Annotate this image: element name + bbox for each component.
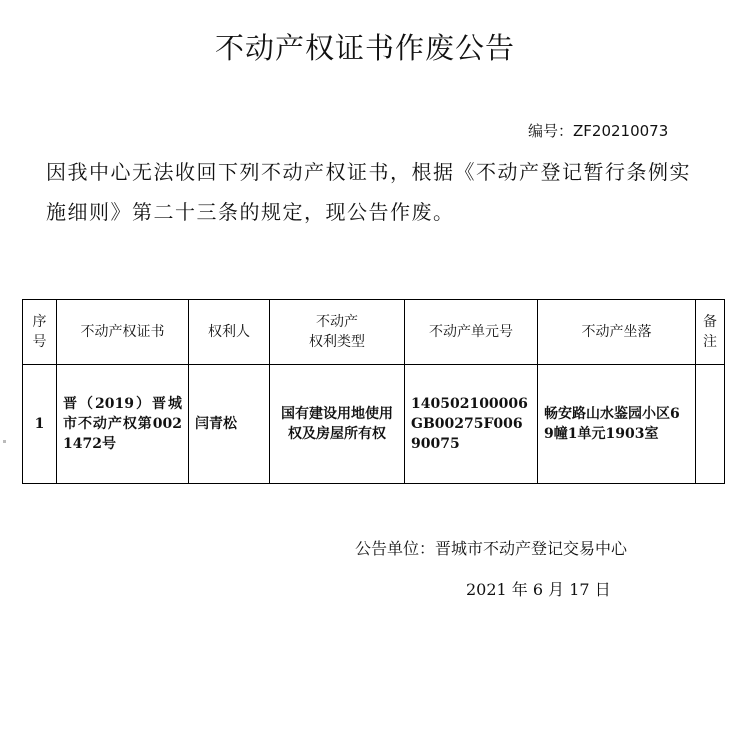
cell-location-text: 畅安路山水鉴园小区69幢1单元1903室 bbox=[544, 406, 680, 442]
header-seq-line2: 号 bbox=[32, 334, 47, 350]
header-type-line2: 权利类型 bbox=[309, 334, 365, 350]
cell-right-type bbox=[270, 365, 405, 484]
cell-seq-text: 1 bbox=[34, 416, 45, 432]
cell-cert-text: 晋（2019）晋城市不动产权第0021472号 bbox=[63, 396, 182, 452]
page-title: 不动产权证书作废公告 bbox=[214, 31, 515, 65]
document-number: 编号：ZF20210073 bbox=[528, 122, 669, 140]
header-right-type bbox=[270, 300, 405, 365]
header-location: 不动产坐落 bbox=[538, 300, 696, 365]
certificate-table bbox=[22, 299, 725, 484]
header-unit-number: 不动产单元号 bbox=[405, 300, 538, 365]
table-header-row bbox=[23, 300, 725, 365]
header-seq-line1: 序 bbox=[32, 314, 47, 330]
cell-holder-text: 闫青松 bbox=[195, 416, 237, 432]
header-note-line1: 备 bbox=[703, 314, 717, 330]
header-holder: 权利人 bbox=[189, 300, 270, 365]
table-row bbox=[23, 365, 725, 484]
header-note bbox=[696, 300, 725, 365]
announcing-unit: 公告单位：晋城市不动产登记交易中心 bbox=[355, 539, 628, 558]
cell-unit-text: 140502100006GB00275F00690075 bbox=[411, 396, 528, 452]
cell-note bbox=[696, 365, 725, 484]
cell-cert bbox=[57, 365, 189, 484]
cell-type-text: 国有建设用地使用权及房屋所有权 bbox=[281, 406, 393, 442]
cell-location bbox=[538, 365, 696, 484]
header-note-line2: 注 bbox=[703, 334, 717, 350]
announcement-body: 因我中心无法收回下列不动产权证书，根据《不动产登记暂行条例实施细则》第二十三条的规定，现公告作废。 bbox=[46, 160, 691, 224]
cell-holder bbox=[189, 365, 270, 484]
cell-unit-number bbox=[405, 365, 538, 484]
header-cert: 不动产权证书 bbox=[57, 300, 189, 365]
margin-mark bbox=[3, 440, 6, 443]
cell-seq bbox=[23, 365, 57, 484]
header-type-line1: 不动产 bbox=[316, 314, 358, 330]
header-seq bbox=[23, 300, 57, 365]
announcement-date: 2021 年 6 月 17 日 bbox=[466, 580, 611, 599]
